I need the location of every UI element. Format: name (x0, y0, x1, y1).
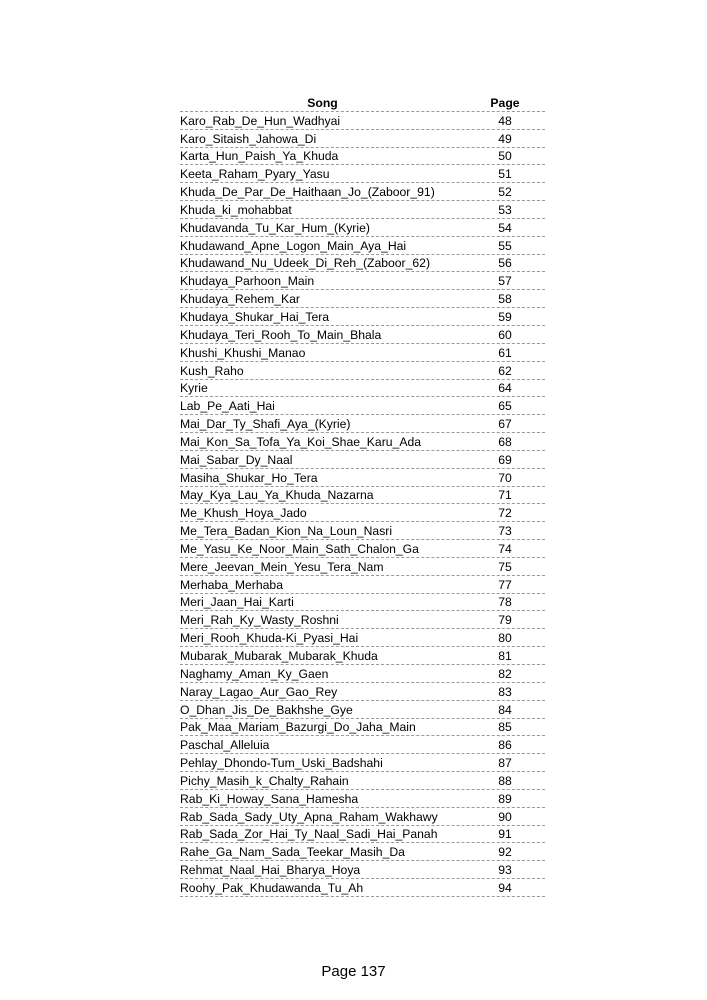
page-number: 70 (498, 470, 512, 485)
song-title: Khudaya_Shukar_Hai_Tera (180, 309, 330, 324)
table-row (180, 237, 545, 255)
page-column-header: Page (490, 95, 520, 110)
page-number: 78 (498, 595, 512, 610)
page-number: 81 (498, 649, 512, 663)
table-row (180, 380, 545, 398)
song-title: Pichy_Masih_k_Chalty_Rahain (180, 773, 349, 788)
song-title: Pak_Maa_Mariam_Bazurgi_Do_Jaha_Main (180, 720, 416, 735)
song-title: Mai_Dar_Ty_Shafi_Aya_(Kyrie) (180, 417, 351, 432)
table-row (180, 843, 545, 861)
song-title: Mubarak_Mubarak_Mubarak_Khuda (180, 649, 378, 663)
table-row (180, 754, 545, 772)
song-title: Khudaya_Parhoon_Main (180, 274, 315, 289)
page-number: 92 (498, 845, 512, 860)
table-row (180, 647, 545, 665)
page-number: 56 (498, 256, 512, 271)
table-row (180, 130, 545, 148)
song-title: Karo_Rab_De_Hun_Wadhyai (180, 113, 341, 128)
song-title: Pehlay_Dhondo-Tum_Uski_Badshahi (180, 756, 383, 771)
page-number: 86 (498, 738, 512, 753)
page-number: 85 (498, 720, 512, 735)
song-title: Khudawand_Apne_Logon_Main_Aya_Hai (180, 238, 407, 253)
table-row (180, 433, 545, 451)
page-number: 91 (498, 827, 512, 842)
page-number: 82 (498, 666, 512, 681)
song-title: Meri_Rah_Ky_Wasty_Roshni (180, 613, 339, 628)
song-title: Kush_Raho (180, 363, 244, 378)
table-row (180, 683, 545, 701)
page-number: 83 (498, 684, 512, 699)
song-title: Keeta_Raham_Pyary_Yasu (180, 167, 330, 182)
table-row (180, 861, 545, 879)
page-number: 51 (498, 167, 512, 182)
page-number: 61 (498, 345, 512, 360)
song-title: Lab_Pe_Aati_Hai (180, 399, 275, 414)
table-row (180, 540, 545, 558)
table-row (180, 808, 545, 826)
page-number: 59 (498, 309, 512, 324)
page-number: 62 (498, 363, 512, 378)
song-title: Rahe_Ga_Nam_Sada_Teekar_Masih_Da (180, 845, 405, 860)
song-title: Mai_Kon_Sa_Tofa_Ya_Koi_Shae_Karu_Ada (180, 434, 421, 449)
song-title: Khuda_De_Par_De_Haithaan_Jo_(Zaboor_91) (180, 185, 435, 200)
song-title: Meri_Rooh_Khuda-Ki_Pyasi_Hai (180, 631, 359, 646)
page-number: 65 (498, 399, 512, 414)
table-row (180, 594, 545, 612)
page-number: 48 (498, 113, 512, 128)
song-title: Khudaya_Teri_Rooh_To_Main_Bhala (180, 327, 382, 342)
table-row (180, 201, 545, 219)
table-row (180, 576, 545, 594)
table-row (180, 522, 545, 540)
page-number: 69 (498, 452, 512, 467)
page-number: 54 (498, 220, 512, 235)
table-row (180, 326, 545, 344)
song-title: May_Kya_Lau_Ya_Khuda_Nazarna (180, 488, 374, 503)
song-title: Me_Tera_Badan_Kion_Na_Loun_Nasri (180, 524, 393, 539)
song-title: Meri_Jaan_Hai_Karti (180, 595, 294, 610)
table-row (180, 665, 545, 683)
song-title: Rab_Sada_Sady_Uty_Apna_Raham_Wakhawy (180, 809, 438, 824)
table-row (180, 272, 545, 290)
page-number: 87 (498, 756, 512, 771)
table-row (180, 611, 545, 629)
table-row (180, 719, 545, 737)
song-title: Kyrie (180, 381, 208, 396)
page-number: 84 (498, 702, 512, 717)
table-row (180, 558, 545, 576)
song-title: Mai_Sabar_Dy_Naal (180, 452, 293, 467)
table-row (180, 736, 545, 754)
table-row (180, 183, 545, 201)
page-number: 55 (498, 238, 512, 253)
page-number: 58 (498, 292, 512, 307)
table-row (180, 308, 545, 326)
song-title: Khuda_ki_mohabbat (180, 202, 292, 217)
song-title: Rab_Sada_Zor_Hai_Ty_Naal_Sadi_Hai_Panah (180, 827, 438, 842)
page-number: 72 (498, 506, 512, 521)
page-number: 52 (498, 185, 512, 200)
table-row (180, 362, 545, 380)
page-number: 89 (498, 791, 512, 806)
song-title: Paschal_Alleluia (180, 738, 270, 753)
table-row (180, 469, 545, 487)
page-number: 77 (498, 577, 512, 592)
song-title: Me_Yasu_Ke_Noor_Main_Sath_Chalon_Ga (180, 541, 419, 556)
page-number: 80 (498, 631, 512, 646)
song-title: Khudaya_Rehem_Kar (180, 292, 300, 307)
song-title: Merhaba_Merhaba (180, 577, 283, 592)
page-number: 57 (498, 274, 512, 289)
table-row (180, 219, 545, 237)
table-row (180, 290, 545, 308)
table-row (180, 504, 545, 522)
table-row (180, 165, 545, 183)
song-title: O_Dhan_Jis_De_Bakhshe_Gye (180, 702, 353, 717)
song-title: Rehmat_Naal_Hai_Bharya_Hoya (180, 863, 361, 878)
page-number: 67 (498, 417, 512, 432)
table-row (180, 487, 545, 505)
table-row (180, 397, 545, 415)
song-title: Karo_Sitaish_Jahowa_Di (180, 131, 317, 146)
page-number: 73 (498, 524, 512, 539)
table-row (180, 826, 545, 844)
song-title: Naray_Lagao_Aur_Gao_Rey (180, 684, 338, 699)
song-index-table (180, 94, 545, 897)
page-footer-number: Page 137 (321, 963, 386, 980)
song-title: Me_Khush_Hoya_Jado (180, 506, 307, 521)
table-row (180, 451, 545, 469)
table-row (180, 148, 545, 166)
table-row (180, 415, 545, 433)
page-number: 79 (498, 613, 512, 628)
song-title: Naghamy_Aman_Ky_Gaen (180, 666, 329, 681)
song-title: Masiha_Shukar_Ho_Tera (180, 470, 318, 485)
song-title: Karta_Hun_Paish_Ya_Khuda (180, 149, 339, 164)
page-number: 68 (498, 434, 512, 449)
page-number: 94 (498, 880, 512, 895)
song-title: Mere_Jeevan_Mein_Yesu_Tera_Nam (180, 559, 384, 574)
page-number: 90 (498, 809, 512, 824)
table-body (180, 112, 545, 897)
page-number: 64 (498, 381, 512, 396)
table-row (180, 255, 545, 273)
song-title: Roohy_Pak_Khudawanda_Tu_Ah (180, 880, 364, 895)
song-column-header: Song (307, 95, 338, 110)
song-title: Khudawand_Nu_Udeek_Di_Reh_(Zaboor_62) (180, 256, 431, 271)
page-number: 49 (498, 131, 512, 146)
page-number: 88 (498, 773, 512, 788)
table-row (180, 879, 545, 897)
page-number: 93 (498, 863, 512, 878)
page-number: 60 (498, 327, 512, 342)
table-row (180, 344, 545, 362)
song-title: Rab_Ki_Howay_Sana_Hamesha (180, 791, 359, 806)
song-title: Khushi_Khushi_Manao (180, 345, 306, 360)
page-number: 50 (498, 149, 512, 164)
page-number: 75 (498, 559, 512, 574)
table-row (180, 701, 545, 719)
page-number: 53 (498, 202, 512, 217)
table-row (180, 772, 545, 790)
page-number: 71 (498, 488, 512, 503)
table-row (180, 112, 545, 130)
page-number: 74 (498, 541, 512, 556)
table-row (180, 790, 545, 808)
table-row (180, 629, 545, 647)
song-title: Khudavanda_Tu_Kar_Hum_(Kyrie) (180, 220, 370, 235)
table-header-row (180, 94, 545, 112)
